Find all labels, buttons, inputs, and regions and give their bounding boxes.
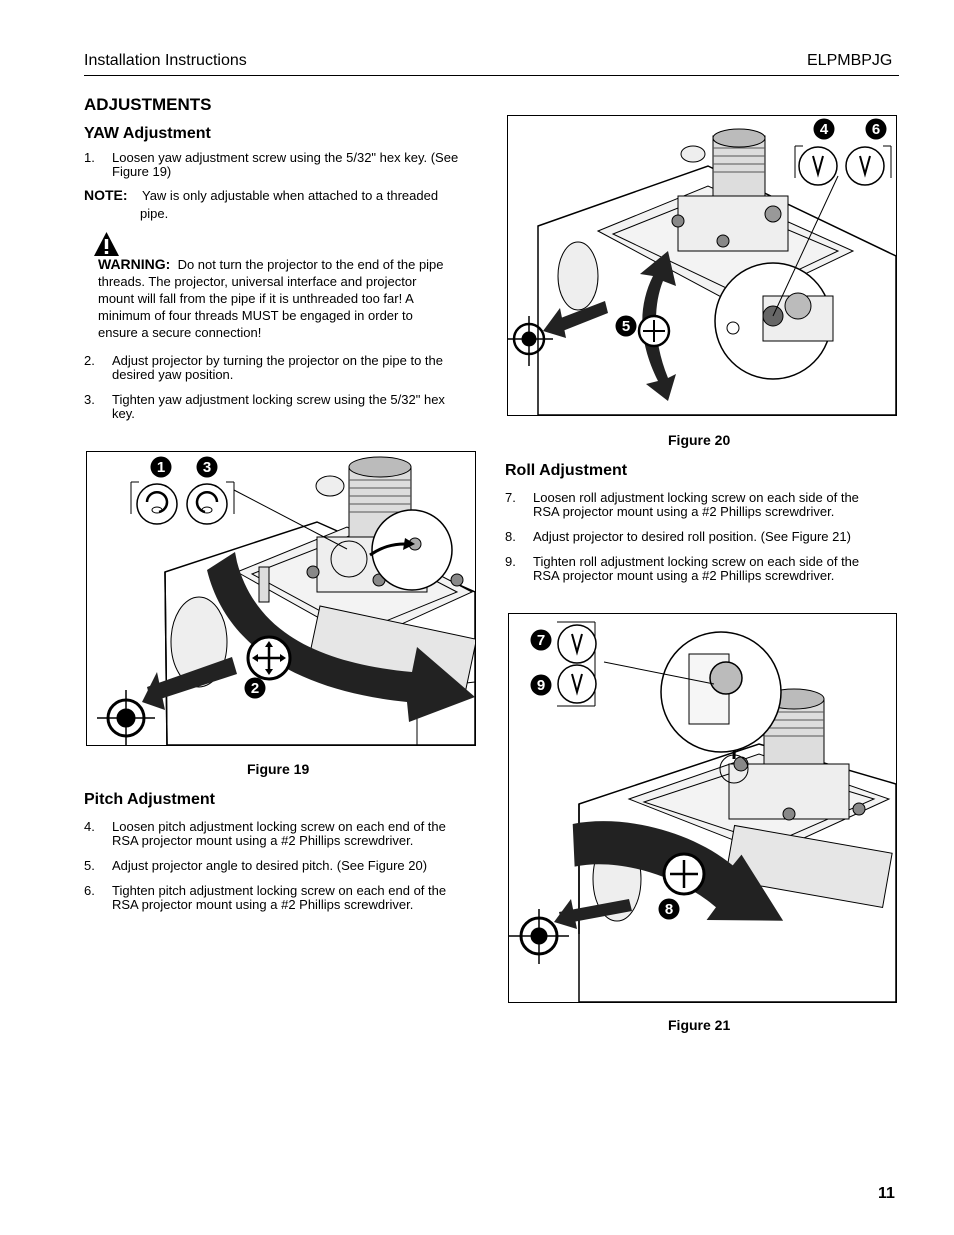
header-model: ELPMBPJG	[807, 52, 893, 69]
figure-21	[508, 613, 897, 1003]
step-number: 2.	[84, 353, 95, 368]
figure-19-illustration	[87, 452, 475, 745]
callout-number: 4	[819, 121, 829, 138]
step-number: 7.	[505, 490, 516, 505]
step-text-line2: key.	[112, 406, 135, 421]
callout-badge	[150, 456, 172, 478]
page-number: 11	[878, 1185, 895, 1202]
note-label: NOTE:	[84, 187, 128, 203]
step-4	[84, 820, 484, 850]
step-3	[84, 393, 484, 423]
step-text-line1: Loosen pitch adjustment locking screw on each end of the	[112, 819, 446, 834]
yaw-title: YAW Adjustment	[84, 125, 211, 142]
step-text-line2: Figure 19)	[112, 164, 172, 179]
step-number: 5.	[84, 858, 95, 873]
warning-text-line: threads. The projector, universal interface and projector	[98, 274, 417, 289]
callout-number: 9	[536, 677, 546, 694]
callout-badge	[658, 898, 680, 920]
note-text-line1: Yaw is only adjustable when attached to a threaded	[142, 188, 439, 203]
callout-badge	[244, 677, 266, 699]
figure-21-illustration	[509, 614, 896, 1002]
step-text-line2: RSA projector mount using a #2 Phillips screwdriver.	[112, 897, 414, 912]
warning-text-line: mount will fall from the pipe if it is unthreaded too far! A	[98, 291, 414, 306]
step-number: 1.	[84, 150, 95, 165]
step-text-line2: RSA projector mount using a #2 Phillips screwdriver.	[533, 568, 835, 583]
figure-19-caption: Figure 19	[247, 761, 310, 777]
step-7	[505, 491, 905, 521]
step-number: 9.	[505, 554, 516, 569]
step-text-line1: Tighten yaw adjustment locking screw using the 5/32" hex	[112, 392, 445, 407]
figure-19	[86, 451, 476, 746]
step-number: 3.	[84, 392, 95, 407]
section-title: ADJUSTMENTS	[84, 95, 212, 114]
callout-badge	[615, 315, 637, 337]
callout-badge	[865, 118, 887, 140]
callout-badge	[813, 118, 835, 140]
step-number: 4.	[84, 819, 95, 834]
callout-number: 5	[621, 318, 631, 335]
warning-block	[98, 256, 478, 341]
callout-number: 2	[250, 680, 260, 697]
step-number: 8.	[505, 529, 516, 544]
step-text-line1: Adjust projector to desired roll position. (See Figure 21)	[533, 529, 851, 544]
warning-text: Do not turn the projector to the end of the pipe	[177, 257, 444, 272]
figure-20-illustration	[508, 116, 896, 415]
step-text-line2: RSA projector mount using a #2 Phillips screwdriver.	[533, 504, 835, 519]
step-text-line2: desired yaw position.	[112, 367, 234, 382]
step-text-line2: RSA projector mount using a #2 Phillips screwdriver.	[112, 833, 414, 848]
note-text-line2: pipe.	[140, 206, 169, 221]
callout-number: 6	[871, 121, 881, 138]
step-8	[505, 530, 905, 546]
callout-badge	[530, 629, 552, 651]
step-5	[84, 859, 484, 875]
callout-number: 7	[536, 632, 546, 649]
callout-number: 3	[202, 459, 212, 476]
step-9	[505, 555, 905, 585]
figure-20	[507, 115, 897, 416]
callout-badge	[196, 456, 218, 478]
step-text-line1: Tighten roll adjustment locking screw on each side of the	[533, 554, 860, 569]
step-text-line1: Tighten pitch adjustment locking screw on each end of the	[112, 883, 447, 898]
warning-label: WARNING:	[98, 256, 171, 272]
figure-21-caption: Figure 21	[668, 1017, 731, 1033]
callout-number: 8	[664, 901, 674, 918]
header-rule	[84, 75, 899, 76]
step-text-line1: Loosen roll adjustment locking screw on each side of the	[533, 490, 859, 505]
figure-20-caption: Figure 20	[668, 432, 731, 448]
step-text-line1: Loosen yaw adjustment screw using the 5/32" hex key. (See	[112, 150, 459, 165]
pitch-title: Pitch Adjustment	[84, 791, 215, 808]
step-6	[84, 884, 484, 914]
callout-number: 1	[156, 459, 166, 476]
step-text-line1: Adjust projector by turning the projector on the pipe to the	[112, 353, 443, 368]
step-text-line1: Adjust projector angle to desired pitch. (See Figure 20)	[112, 858, 428, 873]
warning-text-line: minimum of four threads MUST be engaged in order to	[98, 308, 413, 323]
step-2	[84, 354, 484, 384]
step-number: 6.	[84, 883, 95, 898]
step-1	[84, 151, 484, 181]
callout-badge	[530, 674, 552, 696]
header-title: Installation Instructions	[84, 52, 247, 69]
roll-title: Roll Adjustment	[505, 462, 628, 479]
warning-icon	[93, 231, 120, 257]
warning-text-line: ensure a secure connection!	[98, 325, 262, 340]
